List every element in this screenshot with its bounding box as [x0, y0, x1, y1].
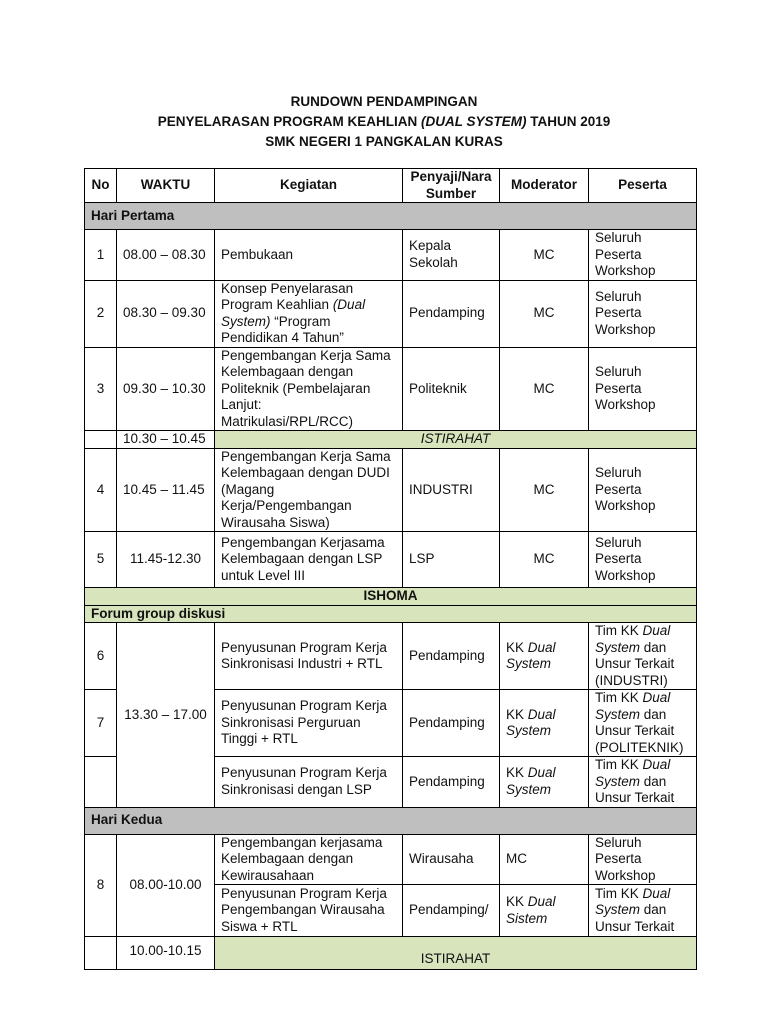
- row-activity: Penyusunan Program Kerja Sinkronisasi dengan LSP: [215, 757, 403, 808]
- break-row: [85, 937, 697, 970]
- row-activity: Pengembangan Kerja Sama Kelembagaan dengan Politeknik (Pembelajaran Lanjut: Matrikulasi/RPL/RCC): [215, 347, 403, 431]
- row-moderator: MC: [500, 347, 589, 431]
- row-moderator: [500, 690, 589, 757]
- row-time: 13.30 – 17.00: [117, 623, 215, 808]
- row-participants: [589, 623, 697, 690]
- row-participants: Seluruh Peserta Workshop: [589, 448, 697, 532]
- row-participants: [589, 757, 697, 808]
- rundown-table: [84, 168, 697, 970]
- row-moderator: [500, 885, 589, 937]
- title-line-2-em: (DUAL SYSTEM): [420, 114, 527, 129]
- title-line-2: [0, 112, 768, 132]
- row-participants: Seluruh Peserta Workshop: [589, 347, 697, 431]
- row-no: 6: [85, 623, 117, 690]
- participants-text-tail: dan Unsur Terkait (INDUSTRI): [595, 639, 675, 688]
- header-row: [85, 169, 697, 203]
- moderator-text: KK: [506, 639, 528, 655]
- table-row: [85, 448, 697, 532]
- row-activity: Penyusunan Program Kerja Sinkronisasi Industri + RTL: [215, 623, 403, 690]
- break-label: ISTIRAHAT: [215, 937, 697, 970]
- row-participants: Seluruh Peserta Workshop: [589, 532, 697, 588]
- section-row: [85, 807, 697, 834]
- row-no: 1: [85, 230, 117, 281]
- participants-emphasis: Dual System: [595, 623, 671, 655]
- row-no: [85, 757, 117, 808]
- row-moderator: MC: [500, 834, 589, 885]
- participants-text-tail: dan Unsur Terkait (POLITEKNIK): [595, 706, 684, 755]
- header-no: No: [85, 169, 117, 203]
- header-peserta: Peserta: [589, 169, 697, 203]
- title-line-2-pre: PENYELARASAN PROGRAM KEAHLIAN: [157, 114, 421, 129]
- row-speaker: Kepala Sekolah: [403, 230, 500, 281]
- header-waktu: WAKTU: [117, 169, 215, 203]
- row-time: 08.30 – 09.30: [117, 280, 215, 347]
- row-speaker: INDUSTRI: [403, 448, 500, 532]
- row-no: 7: [85, 690, 117, 757]
- row-activity: Pengembangan kerjasama Kelembagaan dengan Kewirausahaan: [215, 834, 403, 885]
- row-no: [85, 431, 117, 449]
- row-time: 11.45-12.30: [117, 532, 215, 588]
- ishoma-label: ISHOMA: [85, 588, 697, 606]
- section-row: [85, 605, 697, 623]
- forum-label: Forum group diskusi: [85, 605, 697, 623]
- row-speaker: Pendamping: [403, 280, 500, 347]
- activity-text-tail: “Program Pendidikan 4 Tahun”: [221, 313, 344, 345]
- participants-text: Tim KK: [595, 623, 643, 638]
- row-time: 10.30 – 10.45: [117, 431, 215, 449]
- table-row: [85, 347, 697, 431]
- row-no: 2: [85, 280, 117, 347]
- row-activity: Penyusunan Program Kerja Sinkronisasi Perguruan Tinggi + RTL: [215, 690, 403, 757]
- section-day-2: Hari Kedua: [85, 807, 697, 834]
- row-no: 5: [85, 532, 117, 588]
- moderator-emphasis: Dual System: [506, 765, 556, 797]
- participants-text-tail: dan Unsur Terkait: [595, 902, 675, 934]
- row-speaker: Pendamping: [403, 690, 500, 757]
- break-row: [85, 431, 697, 449]
- participants-emphasis: Dual System: [595, 690, 671, 722]
- row-participants: [589, 885, 697, 937]
- break-label: ISTIRAHAT: [215, 431, 697, 449]
- table-row: [85, 280, 697, 347]
- row-activity: Pengembangan Kerjasama Kelembagaan dengan LSP untuk Level III: [215, 532, 403, 588]
- title-line-1: RUNDOWN PENDAMPINGAN: [290, 94, 478, 109]
- table-row: [85, 532, 697, 588]
- section-day-1: Hari Pertama: [85, 203, 697, 230]
- title-line-2-post: TAHUN 2019: [526, 114, 611, 129]
- row-speaker: LSP: [403, 532, 500, 588]
- row-speaker: Pendamping: [403, 623, 500, 690]
- row-time: 09.30 – 10.30: [117, 347, 215, 431]
- section-row: [85, 203, 697, 230]
- row-moderator: MC: [500, 532, 589, 588]
- participants-text-tail: dan Unsur Terkait: [595, 773, 675, 805]
- activity-text: Konsep Penyelarasan Program Keahlian: [221, 280, 354, 312]
- participants-text: Tim KK: [595, 757, 643, 772]
- row-moderator: MC: [500, 280, 589, 347]
- row-activity: Pembukaan: [215, 230, 403, 281]
- row-time: 08.00-10.00: [117, 834, 215, 937]
- activity-emphasis: (Dual System): [221, 297, 366, 329]
- title-line-3: SMK NEGERI 1 PANGKALAN KURAS: [265, 134, 503, 149]
- row-speaker: Politeknik: [403, 347, 500, 431]
- row-moderator: MC: [500, 230, 589, 281]
- table-row: [85, 834, 697, 885]
- document-title: [0, 92, 768, 152]
- table-row: [85, 623, 697, 690]
- moderator-text: KK: [506, 706, 528, 722]
- row-activity: [215, 280, 403, 347]
- row-time: 10.00-10.15: [117, 937, 215, 970]
- header-moderator: Moderator: [500, 169, 589, 203]
- participants-emphasis: Dual System: [595, 757, 671, 789]
- header-kegiatan: Kegiatan: [215, 169, 403, 203]
- participants-text: Tim KK: [595, 885, 643, 901]
- row-participants: Seluruh Peserta Workshop: [589, 834, 697, 885]
- moderator-emphasis: Dual System: [506, 639, 556, 671]
- row-moderator: [500, 623, 589, 690]
- row-participants: Seluruh Peserta Workshop: [589, 230, 697, 281]
- row-speaker: Pendamping: [403, 757, 500, 808]
- row-no: 8: [85, 834, 117, 937]
- row-activity: Penyusunan Program Kerja Pengembangan Wirausaha Siswa + RTL: [215, 885, 403, 937]
- row-speaker: Pendamping/: [403, 885, 500, 937]
- moderator-text: KK: [506, 765, 528, 781]
- moderator-text: KK: [506, 894, 528, 909]
- moderator-emphasis: Dual System: [506, 706, 556, 738]
- row-activity: Pengembangan Kerja Sama Kelembagaan dengan DUDI (Magang Kerja/Pengembangan Wirausaha Siswa): [215, 448, 403, 532]
- row-moderator: [500, 757, 589, 808]
- header-penyaji: Penyaji/Nara Sumber: [403, 169, 500, 203]
- row-time: 10.45 – 11.45: [117, 448, 215, 532]
- participants-text: Tim KK: [595, 690, 643, 705]
- row-time: 08.00 – 08.30: [117, 230, 215, 281]
- moderator-emphasis: Dual Sistem: [506, 894, 556, 926]
- row-no: [85, 937, 117, 970]
- row-moderator: MC: [500, 448, 589, 532]
- participants-emphasis: Dual System: [595, 885, 671, 918]
- table-row: [85, 230, 697, 281]
- row-no: 3: [85, 347, 117, 431]
- row-no: 4: [85, 448, 117, 532]
- break-row: [85, 588, 697, 606]
- row-participants: Seluruh Peserta Workshop: [589, 280, 697, 347]
- row-speaker: Wirausaha: [403, 834, 500, 885]
- row-participants: [589, 690, 697, 757]
